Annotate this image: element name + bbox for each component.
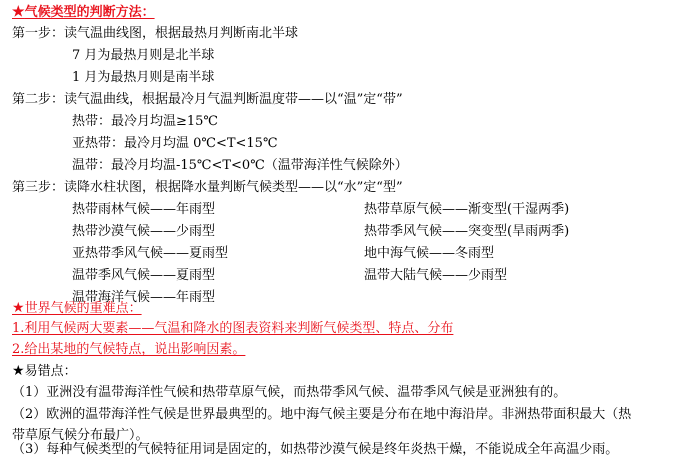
section-heading-common-mistakes bbox=[12, 361, 77, 382]
climate-type-right: 热带季风气候——突变型(旱雨两季) bbox=[364, 224, 570, 239]
step2-subtropical: 亚热带：最冷月均温 0℃<T<15℃ bbox=[72, 136, 278, 151]
step-text: 读降水柱状图，根据降水量判断气候类型——以“水”定“型” bbox=[64, 180, 403, 195]
step2-temperate: 温带：最冷月均温-15℃<T<0℃（温带海洋性气候除外） bbox=[72, 158, 408, 173]
heading-text: 世界气候的重难点： bbox=[24, 301, 142, 316]
section-heading-key-points bbox=[12, 298, 142, 319]
heading-text: 易错点： bbox=[24, 364, 77, 379]
step-text: 读气温曲线，根据最冷月气温判断温度带——以“温”定“带” bbox=[64, 92, 403, 107]
key-point-item: 2.给出某地的气候特点，说出影响因素。 bbox=[12, 342, 246, 357]
step-label: 第三步： bbox=[12, 180, 65, 195]
section-heading-judgement-method bbox=[12, 2, 155, 23]
step1-southern-hemisphere: 1 月为最热月则是南半球 bbox=[72, 70, 215, 85]
key-point-item: 1.利用气候两大要素——气温和降水的图表资料来判断气候类型、特点、分布 bbox=[12, 321, 454, 336]
climate-type-left: 热带沙漠气候——少雨型 bbox=[72, 224, 216, 239]
step2-line bbox=[12, 90, 403, 110]
step2-tropical: 热带：最冷月均温≥15℃ bbox=[72, 114, 218, 129]
step3-line bbox=[12, 178, 403, 198]
step1-line bbox=[12, 24, 298, 44]
climate-type-left: 热带雨林气候——年雨型 bbox=[72, 202, 216, 217]
step-text: 读气温曲线图，根据最热月判断南北半球 bbox=[64, 26, 299, 41]
climate-type-right: 地中海气候——冬雨型 bbox=[364, 246, 495, 261]
mistake-item: （2）欧洲的温带海洋性气候是世界最典型的。地中海气候主要是分布在地中海沿岸。非洲热带面积最大（热 bbox=[12, 407, 632, 422]
climate-type-right: 热带草原气候——渐变型(干湿两季) bbox=[364, 202, 570, 217]
star-icon: ★ bbox=[12, 4, 25, 20]
heading-text: 气候类型的判断方法： bbox=[24, 5, 155, 20]
climate-type-right: 温带大陆气候——少雨型 bbox=[364, 268, 508, 283]
climate-type-left: 亚热带季风气候——夏雨型 bbox=[72, 246, 229, 261]
mistake-item: （3）每种气候类型的气候特征用词是固定的，如热带沙漠气候是终年炎热干燥，不能说成全年高温少雨。 bbox=[12, 442, 619, 457]
star-icon: ★ bbox=[12, 363, 25, 379]
step1-northern-hemisphere: 7 月为最热月则是北半球 bbox=[72, 48, 215, 63]
star-icon: ★ bbox=[12, 300, 25, 316]
mistake-item: （1）亚洲没有温带海洋性气候和热带草原气候，而热带季风气候、温带季风气候是亚洲独有的。 bbox=[12, 385, 567, 400]
step-label: 第二步： bbox=[12, 92, 65, 107]
step-label: 第一步： bbox=[12, 26, 65, 41]
climate-type-left: 温带季风气候——夏雨型 bbox=[72, 268, 216, 283]
climate-type-left: 温带海洋气候——年雨型 bbox=[72, 290, 216, 305]
mistake-item-continued: 带草原气候分布最广）。 bbox=[12, 428, 149, 443]
